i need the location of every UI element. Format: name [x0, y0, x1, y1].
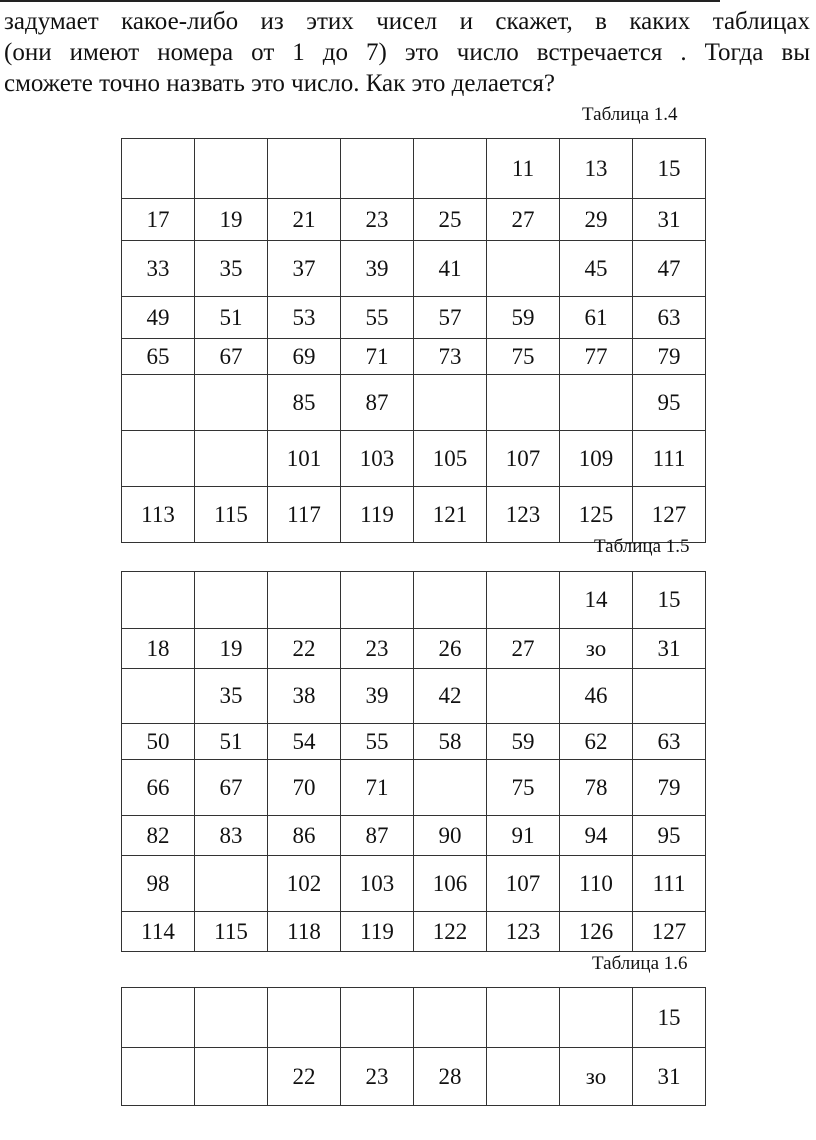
table-cell [414, 988, 487, 1048]
table-cell: 86 [268, 816, 341, 856]
table-cell: 27 [487, 199, 560, 241]
table-cell: 90 [414, 816, 487, 856]
table-cell: 62 [560, 724, 633, 760]
table-cell: 125 [560, 487, 633, 543]
table-cell [268, 139, 341, 199]
table-cell: 117 [268, 487, 341, 543]
table-cell: 55 [341, 297, 414, 339]
table-cell: 103 [341, 856, 414, 912]
table-cell: 21 [268, 199, 341, 241]
table-cell: 101 [268, 431, 341, 487]
table-cell: 39 [341, 669, 414, 724]
table-cell: 28 [414, 1048, 487, 1106]
table-cell: 79 [633, 760, 706, 816]
intro-line: задумает какое-либо из этих чисел и скажет, в каких таблицах [4, 8, 810, 35]
table-cell: 39 [341, 241, 414, 297]
table-cell: 105 [414, 431, 487, 487]
table-cell: 65 [122, 339, 195, 375]
table-cell [122, 375, 195, 431]
table-cell: 75 [487, 760, 560, 816]
table-cell: 127 [633, 487, 706, 543]
table-cell: 19 [195, 629, 268, 669]
table-cell: 27 [487, 629, 560, 669]
table-cell: 73 [414, 339, 487, 375]
table-cell: 45 [560, 241, 633, 297]
table-cell [195, 1048, 268, 1106]
table-cell: 77 [560, 339, 633, 375]
intro-paragraph [4, 6, 810, 99]
table-cell: 87 [341, 375, 414, 431]
table-cell: 42 [414, 669, 487, 724]
table-cell: 22 [268, 629, 341, 669]
table-cell: 119 [341, 912, 414, 952]
table-cell: 59 [487, 297, 560, 339]
table-row [122, 375, 706, 431]
table-cell: 54 [268, 724, 341, 760]
table-cell: 31 [633, 1048, 706, 1106]
table-cell: 61 [560, 297, 633, 339]
table-row [122, 669, 706, 724]
table-cell: 123 [487, 487, 560, 543]
table-cell [487, 241, 560, 297]
table-caption-1-5: Таблица 1.5 [594, 536, 690, 557]
table-cell: 19 [195, 199, 268, 241]
table-row [122, 199, 706, 241]
table-row [122, 431, 706, 487]
table-cell: 127 [633, 912, 706, 952]
table-cell [195, 431, 268, 487]
table-cell: 123 [487, 912, 560, 952]
table-cell: зо [560, 1048, 633, 1106]
table-cell [122, 988, 195, 1048]
table-cell [268, 572, 341, 629]
table-cell: 53 [268, 297, 341, 339]
table-cell: 95 [633, 816, 706, 856]
table-caption-1-4: Таблица 1.4 [582, 104, 678, 125]
table-cell [414, 139, 487, 199]
table-cell [195, 856, 268, 912]
number-table-1-5 [121, 571, 706, 952]
table-cell: 107 [487, 856, 560, 912]
table-cell: 71 [341, 339, 414, 375]
intro-line: сможете точно назвать это число. Как это делается? [4, 70, 556, 97]
table-cell [122, 669, 195, 724]
table-cell: 103 [341, 431, 414, 487]
table-cell [341, 988, 414, 1048]
table-cell: 14 [560, 572, 633, 629]
table-cell: 115 [195, 912, 268, 952]
table-cell: 35 [195, 241, 268, 297]
table-row [122, 572, 706, 629]
table-cell: 51 [195, 297, 268, 339]
table-cell: 17 [122, 199, 195, 241]
table-cell [414, 375, 487, 431]
table-cell: 102 [268, 856, 341, 912]
table-cell [122, 1048, 195, 1106]
table-row [122, 760, 706, 816]
table-cell: 41 [414, 241, 487, 297]
table-cell [560, 988, 633, 1048]
table-cell: 119 [341, 487, 414, 543]
table-cell: 47 [633, 241, 706, 297]
top-rule [0, 0, 720, 2]
table-cell: 57 [414, 297, 487, 339]
table-cell: 110 [560, 856, 633, 912]
table-cell: 121 [414, 487, 487, 543]
table-cell: 107 [487, 431, 560, 487]
table-cell: 106 [414, 856, 487, 912]
table-cell: 91 [487, 816, 560, 856]
table-cell: 11 [487, 139, 560, 199]
table-row [122, 339, 706, 375]
table-row [122, 629, 706, 669]
table-cell: 26 [414, 629, 487, 669]
table-cell: 126 [560, 912, 633, 952]
table-cell: 37 [268, 241, 341, 297]
table-cell: 18 [122, 629, 195, 669]
table-cell: 115 [195, 487, 268, 543]
table-cell [633, 669, 706, 724]
table-cell: 58 [414, 724, 487, 760]
table-cell: 51 [195, 724, 268, 760]
table-cell: 49 [122, 297, 195, 339]
table-cell: 63 [633, 724, 706, 760]
table-cell: 33 [122, 241, 195, 297]
table-cell: 70 [268, 760, 341, 816]
table-cell: 23 [341, 199, 414, 241]
table-cell: 38 [268, 669, 341, 724]
table-cell: 31 [633, 199, 706, 241]
table-cell [487, 375, 560, 431]
table-cell: 113 [122, 487, 195, 543]
table-cell [341, 139, 414, 199]
table-cell: 109 [560, 431, 633, 487]
table-cell [487, 988, 560, 1048]
table-cell: 118 [268, 912, 341, 952]
number-table-1-4 [121, 138, 706, 543]
table-row [122, 816, 706, 856]
table-cell: 122 [414, 912, 487, 952]
table-row [122, 241, 706, 297]
table-cell: 15 [633, 988, 706, 1048]
table-row [122, 724, 706, 760]
table-cell: 95 [633, 375, 706, 431]
table-cell: 66 [122, 760, 195, 816]
table-cell [487, 669, 560, 724]
table-cell [122, 431, 195, 487]
table-cell: 85 [268, 375, 341, 431]
table-cell [414, 572, 487, 629]
table-cell: 25 [414, 199, 487, 241]
table-cell: 71 [341, 760, 414, 816]
table-cell: 23 [341, 1048, 414, 1106]
table-cell: 46 [560, 669, 633, 724]
table-cell: 94 [560, 816, 633, 856]
table-cell: 79 [633, 339, 706, 375]
table-cell: 111 [633, 431, 706, 487]
table-cell [560, 375, 633, 431]
table-cell [414, 760, 487, 816]
table-row [122, 912, 706, 952]
table-cell: 59 [487, 724, 560, 760]
table-row [122, 988, 706, 1048]
number-table-1-6 [121, 987, 706, 1106]
table-cell: 22 [268, 1048, 341, 1106]
table-cell: 35 [195, 669, 268, 724]
table-cell: зо [560, 629, 633, 669]
table-cell [268, 988, 341, 1048]
table-row [122, 487, 706, 543]
table-cell [195, 988, 268, 1048]
table-cell: 23 [341, 629, 414, 669]
table-row [122, 139, 706, 199]
table-cell: 13 [560, 139, 633, 199]
table-cell [341, 572, 414, 629]
table-cell [487, 572, 560, 629]
table-cell [487, 1048, 560, 1106]
table-cell [122, 139, 195, 199]
table-cell [195, 572, 268, 629]
table-cell [195, 375, 268, 431]
table-cell: 69 [268, 339, 341, 375]
table-cell: 15 [633, 139, 706, 199]
table-cell: 55 [341, 724, 414, 760]
table-cell: 67 [195, 760, 268, 816]
table-cell: 111 [633, 856, 706, 912]
table-cell [122, 572, 195, 629]
table-cell: 50 [122, 724, 195, 760]
table-row [122, 297, 706, 339]
table-cell: 82 [122, 816, 195, 856]
table-cell: 67 [195, 339, 268, 375]
table-cell: 114 [122, 912, 195, 952]
table-cell: 15 [633, 572, 706, 629]
table-row [122, 1048, 706, 1106]
table-caption-1-6: Таблица 1.6 [592, 953, 688, 974]
table-cell: 31 [633, 629, 706, 669]
intro-line: (они имеют номера от 1 до 7) это число встречается . Тогда вы [4, 39, 810, 66]
table-row [122, 856, 706, 912]
table-cell [195, 139, 268, 199]
table-cell: 75 [487, 339, 560, 375]
table-cell: 98 [122, 856, 195, 912]
table-cell: 83 [195, 816, 268, 856]
table-cell: 87 [341, 816, 414, 856]
table-cell: 29 [560, 199, 633, 241]
table-cell: 78 [560, 760, 633, 816]
table-cell: 63 [633, 297, 706, 339]
